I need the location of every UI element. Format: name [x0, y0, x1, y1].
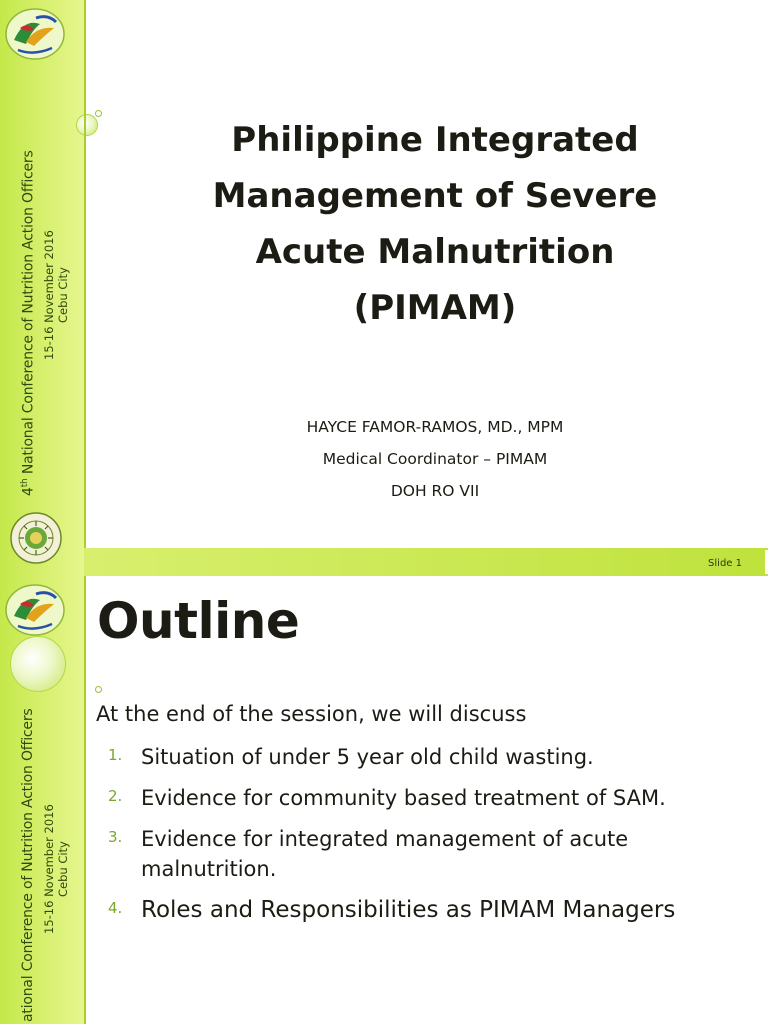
decorative-orb — [10, 636, 66, 692]
list-item-text: Evidence for integrated management of acute malnutrition. — [141, 827, 629, 881]
list-item — [108, 824, 748, 884]
national-nutrition-council-seal-icon — [10, 512, 62, 564]
list-item-number: 4. — [108, 899, 123, 917]
list-item-text: Situation of under 5 year old child wasting. — [141, 745, 594, 769]
list-item — [108, 895, 748, 925]
presentation-title — [110, 112, 760, 336]
slide-number: Slide 1 — [708, 558, 742, 569]
conference-name — [20, 709, 36, 1022]
title-line: Acute Malnutrition — [255, 232, 615, 272]
outline-list — [108, 742, 748, 936]
conference-location: Cebu City — [56, 841, 70, 898]
decorative-orb — [76, 114, 98, 136]
sidebar-edge — [84, 576, 86, 1024]
conference-logo-icon — [4, 582, 66, 638]
conference-title: National Conference of Nutrition Action Officers — [20, 150, 37, 479]
conference-date-location — [42, 230, 70, 360]
conference-title: ational Conference of Nutrition Action Officers — [20, 708, 36, 1022]
presenter-office: DOH RO VII — [390, 482, 480, 500]
outline-intro: At the end of the session, we will discuss — [96, 702, 527, 726]
decorative-dot — [95, 110, 102, 117]
decorative-dot — [95, 686, 102, 693]
conference-name — [20, 150, 37, 496]
presenter-name: HAYCE FAMOR-RAMOS, MD., MPM — [306, 418, 564, 436]
presenter-position: Medical Coordinator – PIMAM — [322, 450, 548, 468]
conference-date: 15-16 November 2016 — [42, 230, 56, 360]
conference-ordinal: 4 — [20, 487, 37, 496]
sidebar — [0, 0, 84, 576]
outline-heading: Outline — [97, 592, 300, 650]
conference-date: 15-16 November 2016 — [42, 804, 56, 934]
sidebar-edge — [84, 0, 86, 576]
list-item-text: Roles and Responsibilities as PIMAM Managers — [141, 897, 676, 923]
list-item-text: Evidence for community based treatment of SAM. — [141, 786, 666, 810]
title-line: (PIMAM) — [353, 288, 517, 328]
list-item-number: 3. — [108, 828, 123, 846]
slide-2 — [0, 576, 768, 1024]
list-item — [108, 742, 748, 772]
title-line: Management of Severe — [212, 176, 658, 216]
list-item-number: 1. — [108, 746, 123, 764]
list-item-number: 2. — [108, 787, 123, 805]
conference-date-location — [42, 804, 70, 934]
conference-location: Cebu City — [56, 267, 70, 324]
sidebar — [0, 576, 84, 1024]
conference-logo-icon — [4, 6, 66, 62]
conference-ordinal-suffix: th — [20, 478, 30, 488]
slide-footer — [84, 548, 768, 576]
list-item — [108, 783, 748, 813]
title-line: Philippine Integrated — [231, 120, 639, 160]
